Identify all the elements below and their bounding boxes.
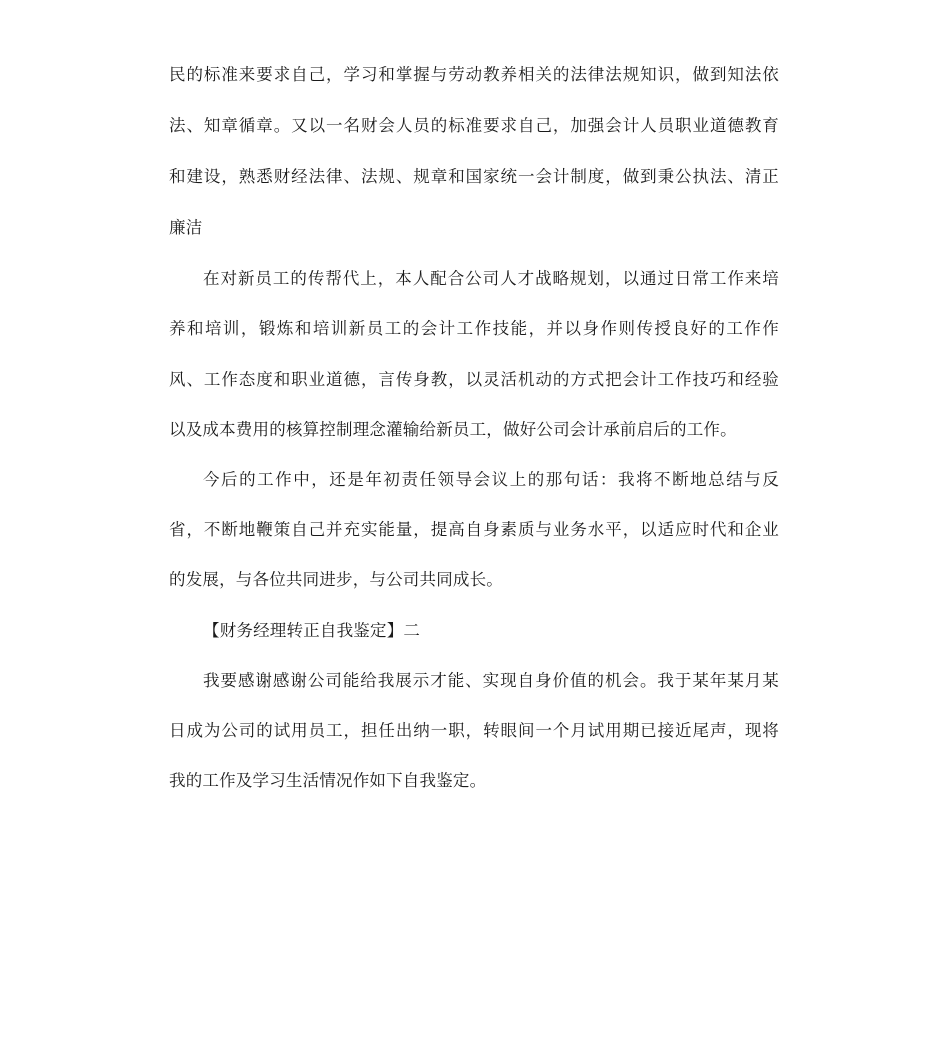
text-line: 以及成本费用的核算控制理念灌输给新员工，做好公司会计承前启后的工作。 [169, 420, 737, 439]
paragraph-first-line: 在对新员工的传帮代上，本人配合公司人才战略规划，以通过日常工作来培 [203, 269, 779, 288]
text-line: 我的工作及学习生活情况作如下自我鉴定。 [169, 771, 487, 790]
text-line: 省，不断地鞭策自己并充实能量，提高自身素质与业务水平，以适应时代和企业 [169, 520, 779, 539]
text-line: 法、知章循章。又以一名财会人员的标准要求自己，加强会计人员职业道德教育 [169, 116, 779, 135]
section-heading: 【财务经理转正自我鉴定】二 [203, 621, 421, 640]
text-line: 的发展，与各位共同进步，与公司共同成长。 [169, 570, 503, 589]
text-line: 风、工作态度和职业道德，言传身教，以灵活机动的方式把会计工作技巧和经验 [169, 370, 779, 389]
text-line: 廉洁 [169, 218, 203, 237]
text-line: 日成为公司的试用员工，担任出纳一职，转眼间一个月试用期已接近尾声，现将 [169, 721, 779, 740]
text-line: 养和培训，锻炼和培训新员工的会计工作技能，并以身作则传授良好的工作作 [169, 319, 779, 338]
text-line: 民的标准来要求自己，学习和掌握与劳动教养相关的法律法规知识，做到知法依 [169, 65, 779, 84]
paragraph-first-line: 今后的工作中，还是年初责任领导会议上的那句话：我将不断地总结与反 [203, 470, 779, 489]
paragraph-first-line: 我要感谢感谢公司能给我展示才能、实现自身价值的机会。我于某年某月某 [203, 671, 779, 690]
text-line: 和建设，熟悉财经法律、法规、规章和国家统一会计制度，做到秉公执法、清正 [169, 167, 779, 186]
